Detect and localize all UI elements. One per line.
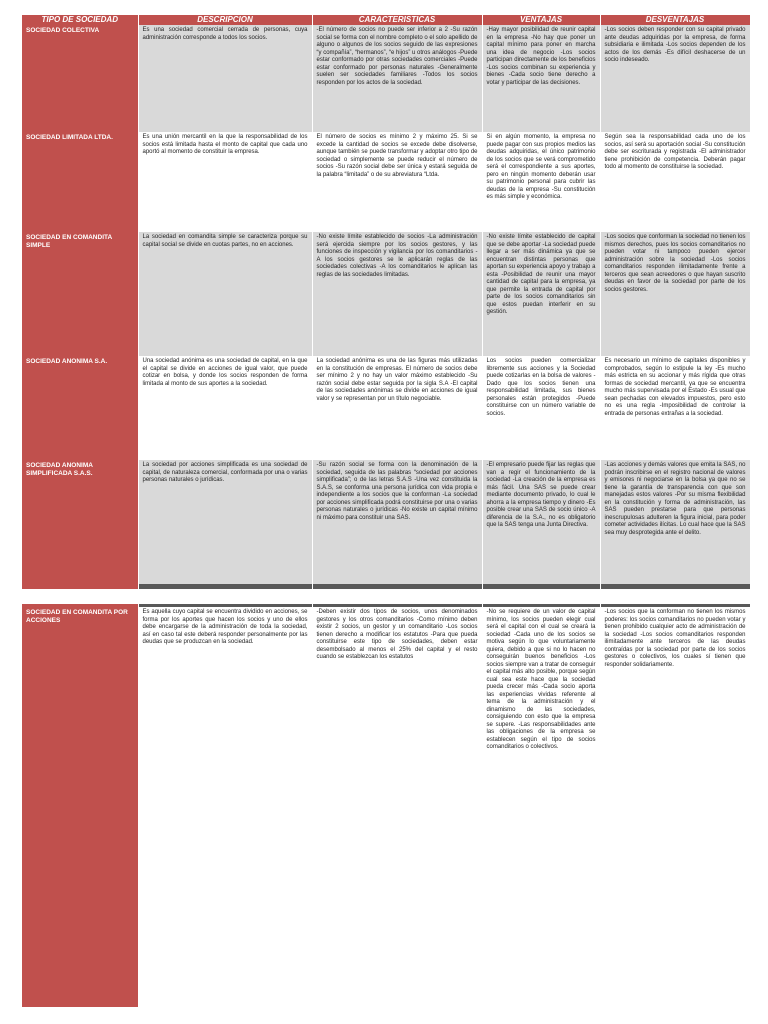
society-type: SOCIEDAD LIMITADA LTDA. [22,132,138,232]
societies-table-bottom [22,604,751,1007]
disadvantages-cell: Según sea la responsabilidad cada uno de los socios, así será su aportación social -Su constitución debe ser escriturada y registrada -El administrador tiene prohibición de competencia. Deberán pagar todo al momento de constituirse la sociedad. [600,132,750,232]
table-bottom-rule [22,584,750,589]
description-cell: La sociedad en comandita simple se caracteriza porque su capital social se divide en cuotas partes, no en acciones. [138,232,312,356]
bottom-rule [482,584,600,589]
societies-table-top [22,15,751,589]
header-characteristics: CARACTERISTICAS [312,15,482,25]
society-type: SOCIEDAD ANONIMA SIMPLIFICADA S.A.S. [22,460,138,584]
society-type: SOCIEDAD EN COMANDITA SIMPLE [22,232,138,356]
advantages-cell: -No se requiere de un valor de capital mínimo, los socios pueden elegir cual será el capital con el cual se creará la sociedad -Cada uno de los socios se motiva según lo que voluntariamente quiera, debido a que si no lo hacen no conseguirán buenos beneficios -Los socios siempre van a tratar de conseguir el capital más alto posible, porque según cual sea este hace que la sociedad pueda crecer más -Cada socio aporta las experiencias vividas referente al tema de la administración y el dinamismo de las sociedades, consiguiendo con esto que la empresa se supere. -Las responsabilidades ante las obligaciones de la empresa se establecen según el tipo de socios comanditarios o colectivos. [482,607,600,1007]
header-row [22,15,750,25]
bottom-rule-type [22,584,138,589]
advantages-cell: Los socios pueden comercializar libremente sus acciones y la Sociedad puede cotizarlas en la bolsa de valores -Dado que los socios tienen una responsabilidad limitada, sus bienes personales están protegidos -Puede constituirse con un número variable de socios. [482,356,600,460]
table-row [22,460,750,584]
bottom-rule [312,584,482,589]
disadvantages-cell: Es necesario un mínimo de capitales disponibles y comprobados, según lo estipule la ley -Es mucho más estricta en su accionar y más rígida que otras formas de sociedad mercantil, ya que se encuentra mucho más supervisada por el Estado -Es usual que sean pechadas con elevados impuestos, pero esto no es una regla -Imposibilidad de controlar la entrada de personas extrañas a la sociedad. [600,356,750,460]
description-cell: Es aquella cuyo capital se encuentra dividido en acciones, se forma por los aportes que hacen los socios y uno de ellos debe encargarse de la administración de toda la sociedad, así en caso tal este deberá responder personalmente por las deudas que se produzcan en la sociedad. [138,607,312,1007]
bottom-rule [600,584,750,589]
advantages-cell: -No existe límite establecido de capital que se debe aportar -La sociedad puede llegar a ser más dinámica ya que se encuentran distintas personas que aportan su experiencia apoyo y trabajo a esta -Posibilidad de reunir una mayor cantidad de capital para la empresa, ya que permite la entrada de capital por parte de los socios comanditarios sin que estos puedan interferir en su gestión. [482,232,600,356]
description-cell: Es una sociedad comercial cerrada de personas, cuya administración corresponde a todos los socios. [138,25,312,132]
disadvantages-cell: -Los socios que conforman la sociedad no tienen los mismos derechos, pues los socios comanditarios no pueden votar ni tampoco pueden ejercer administración sobre la sociedad -Los socios comanditarios responden ilimitadamente frente a terceros que sean acreedores o que hayan suscrito deudas en favor de la sociedad por parte de los socios gestores. [600,232,750,356]
header-type: TIPO DE SOCIEDAD [22,15,138,25]
advantages-cell: -Hay mayor posibilidad de reunir capital en la empresa -No hay que poner un capital mínimo para poner en marcha una idea de negocio -Los socios participan directamente de los beneficios -Los socios combinan su experiencia y bienes -Cada socio tiene derecho a votar y participar de las decisiones. [482,25,600,132]
characteristics-cell: -El número de socios no puede ser inferior a 2 -Su razón social se forma con el nombre completo o el solo apellido de alguno o algunos de los socios seguido de las expresiones “y compañía”, “hermanos”, “e hijos” u otros análogos -Puede estar conformado por otras sociedades comerciales -Puede estar conformado por personas naturales -Generalmente suelen ser sociedades familiares -Todos los socios responden por los actos de la sociedad. [312,25,482,132]
bottom-rule [138,584,312,589]
table-row [22,607,750,1007]
characteristics-cell: La sociedad anónima es una de las figuras más utilizadas en la constitución de empresas. El número de socios debe ser mínimo 2 y no hay un valor máximo establecido -Su razón social debe estar seguida por la sigla S.A -El capital de las sociedades anónimas se divide en acciones de igual valor y se representan por un título negociable. [312,356,482,460]
table-row [22,25,750,132]
description-cell: Una sociedad anónima es una sociedad de capital, en la que el capital se divide en acciones de igual valor, que puede cotizar en bolsa, y donde los socios responden de forma limitada al monto de sus aportes a la sociedad. [138,356,312,460]
header-advantages: VENTAJAS [482,15,600,25]
disadvantages-cell: -Las acciones y demás valores que emita la SAS, no podrán inscribirse en el registro nacional de valores y emisores ni negociarse en la bolsa ya que no se tiene la garantía de transparencia con que son manejadas estos valores -Por su misma flexibilidad en la constitución y forma de administración, las SAS pueden prestarse para que personas inescrupulosas adulteren la figura inicial, para poder cometer actividades ilícitas. Lo cual hace que la SAS sea muy desprotegida ante el delito. [600,460,750,584]
characteristics-cell: -No existe límite establecido de socios -La administración será ejercida siempre por los socios gestores, y las funciones de inspección y vigilancia por los comanditarios -A los socios gestores se le aplicarán reglas de las sociedades colectivas -A los comanditarios le aplican las reglas de las sociedades limitadas. [312,232,482,356]
advantages-cell: -El empresario puede fijar las reglas que van a regir el funcionamiento de la sociedad -La creación de la empresa es más fácil. Una SAS se puede crear mediante documento privado, lo cual le ahorra a la empresa tiempo y dinero -Es posible crear una SAS de socio único -A diferencia de la S.A., no es obligatorio que la SAS tenga una Junta Directiva. [482,460,600,584]
description-cell: Es una unión mercantil en la que la responsabilidad de los socios está limitada hasta el monto de capital que cada uno aportó al momento de constituir la empresa. [138,132,312,232]
characteristics-cell: -Deben existir dos tipos de socios, unos denominados gestores y los otros comanditarios -Como mínimo deben existir 2 socios, un gestor y un comanditario -Los socios tienen derecho a modificar los estatutos -Para que pueda constituirse este tipo de sociedades, deben estar desembolsado al menos el 25% del capital y el resto cuando se establezcan los estatutos [312,607,482,1007]
society-type: SOCIEDAD ANONIMA S.A. [22,356,138,460]
characteristics-cell: -Su razón social se forma con la denominación de la sociedad, seguida de las palabras “sociedad por acciones simplificada”; o de las letras S.A.S -Una vez constituida la S.A.S, se conforma una persona jurídica con vida propia e independiente a los socios que la conforman -La sociedad por acciones simplificada podrá constituirse por una o varias personas naturales o jurídicas -No existe un capital mínimo ni máximo para constituir una SAS. [312,460,482,584]
society-type: SOCIEDAD COLECTIVA [22,25,138,132]
table-row [22,232,750,356]
society-type: SOCIEDAD EN COMANDITA POR ACCIONES [22,607,138,1007]
header-disadvantages: DESVENTAJAS [600,15,750,25]
characteristics-cell: El número de socios es mínimo 2 y máximo 25. Si se excede la cantidad de socios se excede debe disolverse, aunque también se puede transformar y adoptar otro tipo de sociedad o simplemente se puede reducir el número de socios -Su razón social debe ser única y estará seguida de la palabra “limitada” o de su abreviatura “Ltda. [312,132,482,232]
advantages-cell: Si en algún momento, la empresa no puede pagar con sus propios medios las deudas adquiridas, el único patrimonio de los socios que se verá comprometido será el correspondiente a sus aportes, pero en ningún momento deberán usar su patrimonio personal para cubrir las deudas de la empresa -Su constitución es más simple y económica. [482,132,600,232]
table-row [22,356,750,460]
description-cell: La sociedad por acciones simplificada es una sociedad de capital, de naturaleza comercial, conformada por una o varias personas naturales o jurídicas. [138,460,312,584]
table-row [22,132,750,232]
header-description: DESCRIPCION [138,15,312,25]
disadvantages-cell: -Los socios deben responder con su capital privado ante deudas adquiridas por la empresa, de forma subsidiaria e ilimitada -Los socios dependen de los actos de los demás -Es difícil deshacerse de un socio indeseado. [600,25,750,132]
disadvantages-cell: -Los socios que la conforman no tienen los mismos poderes: los socios comanditarios no pueden votar y tienen prohibido cualquier acto de administración de la sociedad -Los socios comanditarios responden ilimitadamente ante terceros de las deudas contraídas por la sociedad por parte de los socios gestores o colectivos, los cuales sí tienen que responder solidariamente. [600,607,750,1007]
